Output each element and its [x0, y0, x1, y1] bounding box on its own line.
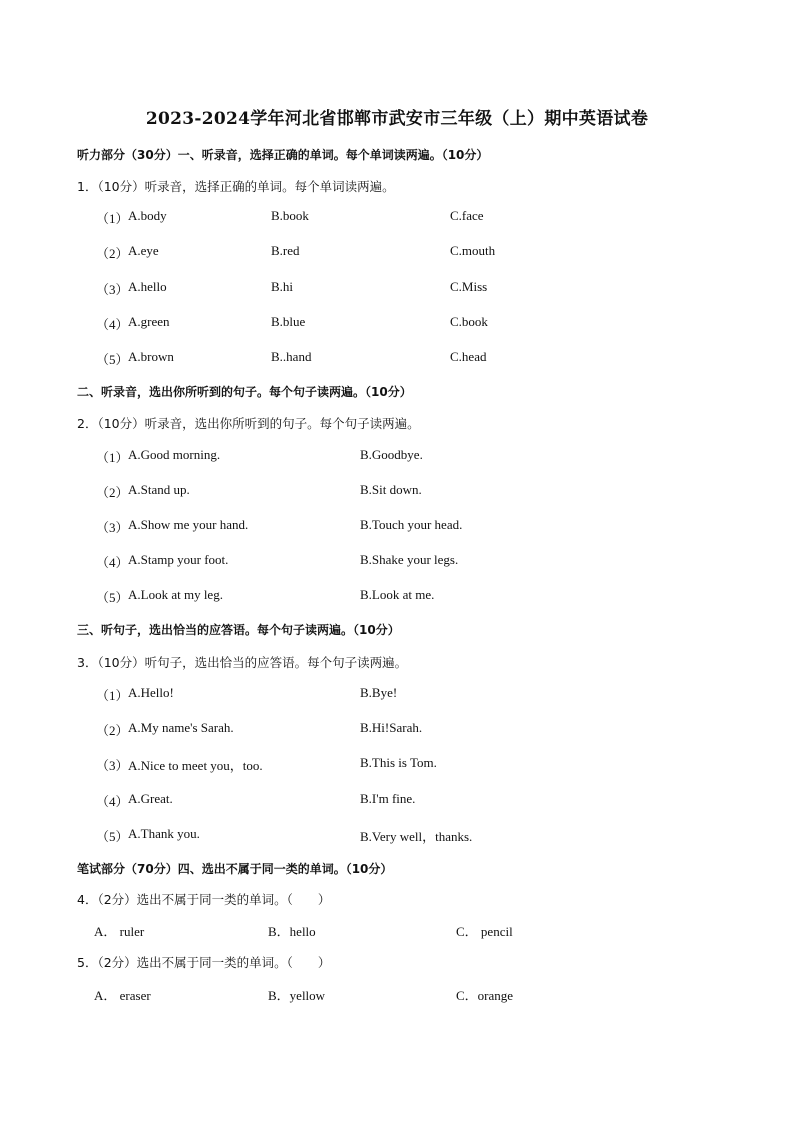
- item-number: （5）: [96, 590, 129, 605]
- section-heading-listening-3: 三、听句子，选出恰当的应答语。每个句子读两遍。（10分）: [77, 623, 400, 637]
- option-a: A.body: [128, 208, 167, 223]
- option-a: A.eye: [128, 243, 159, 258]
- item-number: （1）: [96, 688, 129, 703]
- section-heading-written: 笔试部分（70分）四、选出不属于同一类的单词。（10分）: [77, 862, 393, 876]
- option-c: C． pencil: [456, 924, 513, 939]
- option-b: B.book: [271, 208, 309, 223]
- page-title: 2023-2024学年河北省邯郸市武安市三年级（上）期中英语试卷: [145, 109, 649, 129]
- option-b: B.blue: [271, 314, 306, 329]
- option-c: C.mouth: [450, 243, 496, 258]
- option-b: B.Hi!Sarah.: [360, 720, 423, 735]
- option-b: B.This is Tom.: [360, 755, 437, 770]
- option-b: B.Look at me.: [360, 587, 435, 602]
- question-2-stem: 2．（10分）听录音，选出你所听到的句子。每个句子读两遍。: [77, 416, 420, 431]
- option-b: B..hand: [271, 349, 312, 364]
- item-number: （4）: [96, 794, 129, 809]
- option-b: B.Sit down.: [360, 482, 422, 497]
- item-number: （3）: [96, 758, 129, 773]
- option-a: A.Nice to meet you，too.: [128, 758, 263, 773]
- option-c: C.head: [450, 349, 487, 364]
- option-c: C．orange: [456, 988, 514, 1003]
- option-b: B．yellow: [268, 988, 326, 1003]
- option-b: B．hello: [268, 924, 316, 939]
- option-b: B.Bye!: [360, 685, 398, 700]
- option-c: C.face: [450, 208, 484, 223]
- option-c: C.book: [450, 314, 488, 329]
- option-b: B.red: [271, 243, 300, 258]
- option-c: C.Miss: [450, 279, 488, 294]
- section-heading-listening-1: 听力部分（30分）一、听录音，选择正确的单词。每个单词读两遍。（10分）: [77, 148, 489, 162]
- item-number: （4）: [96, 555, 129, 570]
- item-number: （5）: [96, 352, 129, 367]
- option-a: A.Show me your hand.: [128, 517, 249, 532]
- item-number: （2）: [96, 723, 129, 738]
- item-number: （5）: [96, 829, 129, 844]
- option-a: A.Stamp your foot.: [128, 552, 229, 567]
- item-number: （2）: [96, 246, 129, 261]
- section-heading-listening-2: 二、听录音，选出你所听到的句子。每个句子读两遍。（10分）: [77, 385, 412, 399]
- option-a: A.brown: [128, 349, 174, 364]
- option-a: A.Hello!: [128, 685, 174, 700]
- option-b: B.Very well，thanks.: [360, 829, 473, 844]
- option-a: A.Thank you.: [128, 826, 200, 841]
- question-3-stem: 3．（10分）听句子，选出恰当的应答语。每个句子读两遍。: [77, 655, 408, 670]
- option-a: A.Look at my leg.: [128, 587, 223, 602]
- option-a: A.My name's Sarah.: [128, 720, 234, 735]
- item-number: （3）: [96, 520, 129, 535]
- option-a: A． eraser: [94, 988, 151, 1003]
- item-number: （4）: [96, 317, 129, 332]
- question-1-stem: 1．（10分）听录音，选择正确的单词。每个单词读两遍。: [77, 179, 395, 194]
- item-number: （1）: [96, 450, 129, 465]
- option-b: B.Shake your legs.: [360, 552, 459, 567]
- option-a: A.green: [128, 314, 170, 329]
- option-a: A． ruler: [94, 924, 145, 939]
- item-number: （1）: [96, 211, 129, 226]
- item-number: （2）: [96, 485, 129, 500]
- option-a: A.Great.: [128, 791, 173, 806]
- item-number: （3）: [96, 282, 129, 297]
- option-a: A.Stand up.: [128, 482, 190, 497]
- option-a: A.Good morning.: [128, 447, 221, 462]
- option-b: B.hi: [271, 279, 294, 294]
- option-b: B.Goodbye.: [360, 447, 423, 462]
- option-b: B.I'm fine.: [360, 791, 416, 806]
- option-b: B.Touch your head.: [360, 517, 463, 532]
- option-a: A.hello: [128, 279, 167, 294]
- question-4-stem: 4．（2分）选出不属于同一类的单词。（ ）: [77, 892, 331, 907]
- question-5-stem: 5．（2分）选出不属于同一类的单词。（ ）: [77, 955, 331, 970]
